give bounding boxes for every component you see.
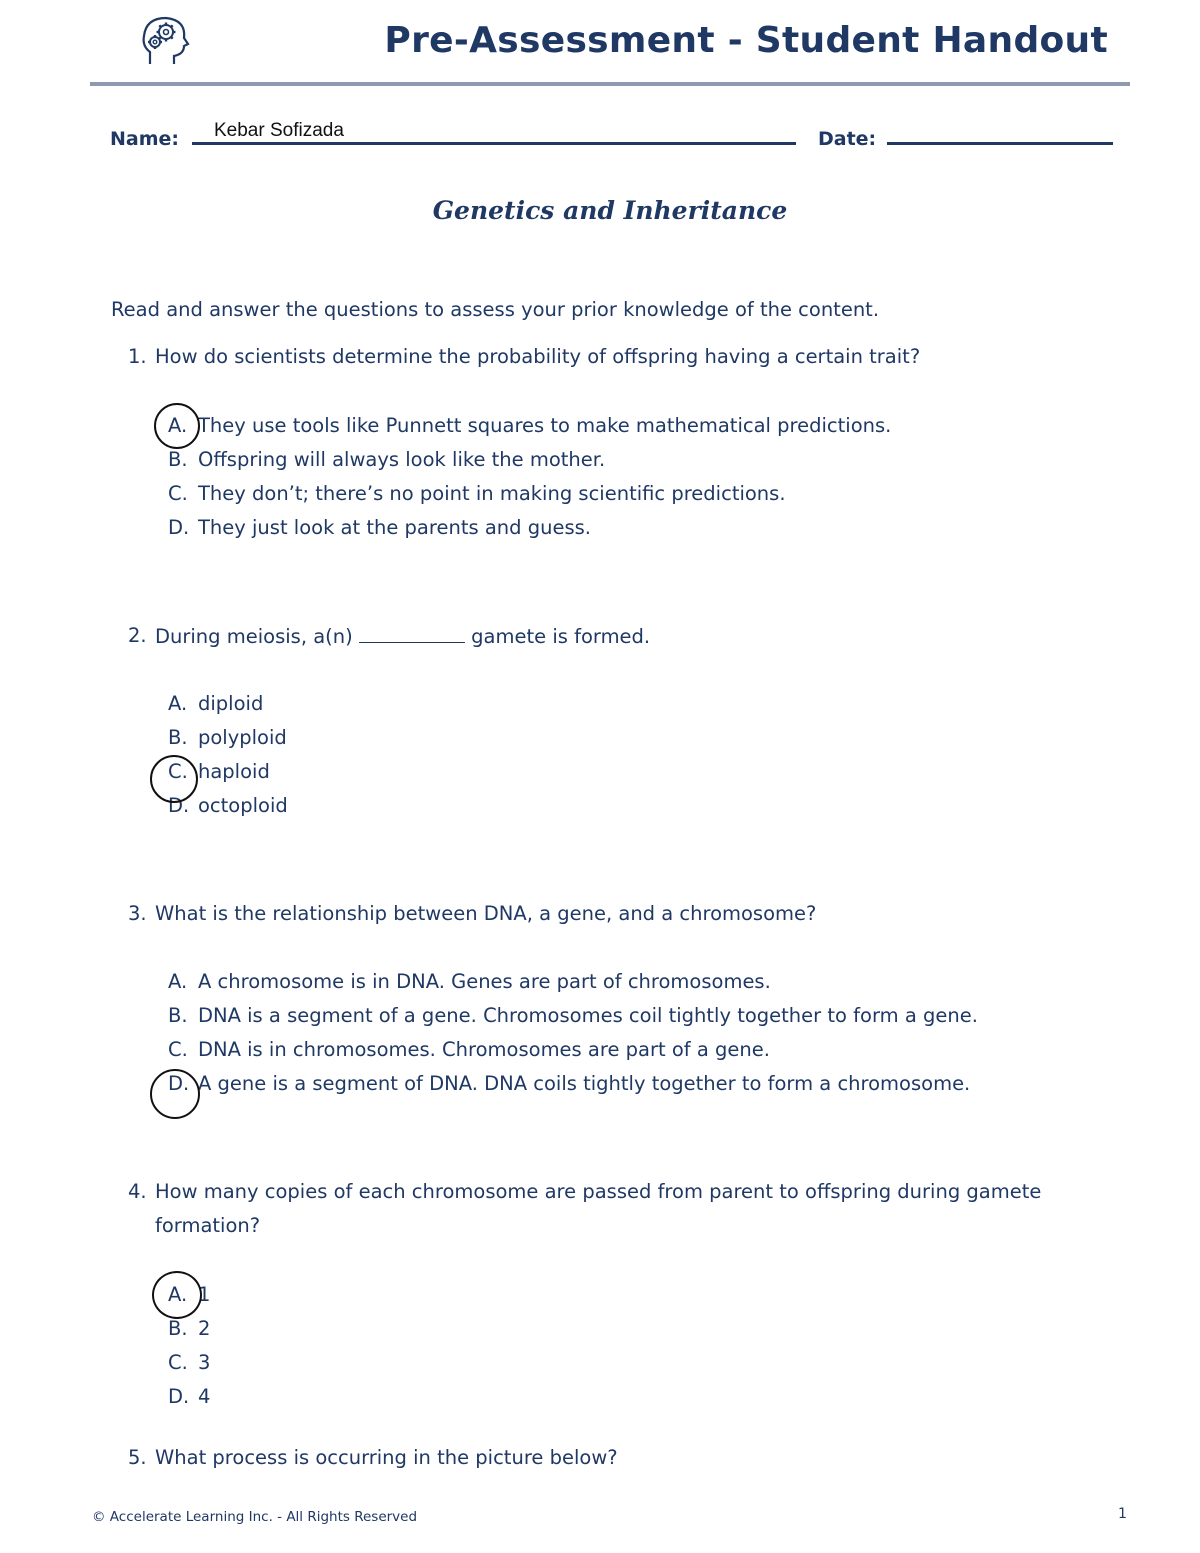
option-letter: C. <box>168 1038 188 1061</box>
question-number: 4. <box>128 1180 147 1203</box>
option-text: 4 <box>198 1385 211 1408</box>
question-text: How do scientists determine the probability of offspring having a certain trait? <box>155 345 921 368</box>
page-number: 1 <box>1118 1506 1127 1522</box>
option-letter: C. <box>168 482 188 505</box>
option-text: 3 <box>198 1351 211 1374</box>
option-letter: B. <box>168 1317 188 1340</box>
option-text: DNA is in chromosomes. Chromosomes are part of a gene. <box>198 1038 770 1061</box>
option-text: 2 <box>198 1317 211 1340</box>
question-text: What is the relationship between DNA, a gene, and a chromosome? <box>155 902 817 925</box>
question-number: 2. <box>128 624 147 647</box>
question-number: 1. <box>128 345 147 368</box>
question-text-line: How many copies of each chromosome are passed from parent to offspring during gamete <box>155 1180 1042 1203</box>
fill-in-blank[interactable] <box>359 624 465 643</box>
option-text: polyploid <box>198 726 287 749</box>
header-divider <box>90 82 1130 86</box>
page-title: Pre-Assessment - Student Handout <box>384 20 1108 61</box>
name-label: Name: <box>110 128 180 150</box>
option-letter: A. <box>168 414 188 437</box>
question-text-line: formation? <box>155 1214 261 1237</box>
answer-circle-mark <box>154 403 200 449</box>
name-value: Kebar Sofizada <box>214 120 344 141</box>
option-letter: C. <box>168 1351 188 1374</box>
option-text: They just look at the parents and guess. <box>198 516 591 539</box>
option-letter: C. <box>168 760 188 783</box>
option-letter: D. <box>168 516 190 539</box>
option-text: DNA is a segment of a gene. Chromosomes coil tightly together to form a gene. <box>198 1004 978 1027</box>
option-letter: B. <box>168 1004 188 1027</box>
option-letter: B. <box>168 448 188 471</box>
copyright-footer: © Accelerate Learning Inc. - All Rights Reserved <box>92 1509 418 1525</box>
question-text-before: During meiosis, a(n) <box>155 625 353 648</box>
option-letter: B. <box>168 726 188 749</box>
option-text: octoploid <box>198 794 288 817</box>
option-text: They don’t; there’s no point in making scientific predictions. <box>198 482 786 505</box>
question-text: What process is occurring in the picture below? <box>155 1446 618 1469</box>
option-text: Offspring will always look like the mother. <box>198 448 606 471</box>
question-text-after: gamete is formed. <box>471 625 651 648</box>
worksheet-subtitle: Genetics and Inheritance <box>432 196 788 225</box>
head-gears-icon <box>130 10 194 74</box>
question-text <box>155 624 650 648</box>
date-label: Date: <box>818 128 877 150</box>
option-text: diploid <box>198 692 264 715</box>
option-text: A chromosome is in DNA. Genes are part of chromosomes. <box>198 970 771 993</box>
option-text: They use tools like Punnett squares to make mathematical predictions. <box>198 414 892 437</box>
option-letter: A. <box>168 692 188 715</box>
option-letter: A. <box>168 1283 188 1306</box>
option-letter: D. <box>168 1072 190 1095</box>
answer-circle-mark <box>150 755 198 803</box>
option-letter: A. <box>168 970 188 993</box>
option-text: 1 <box>198 1283 211 1306</box>
name-field-line[interactable] <box>192 142 796 145</box>
option-letter: D. <box>168 794 190 817</box>
question-number: 5. <box>128 1446 147 1469</box>
answer-circle-mark <box>152 1271 202 1319</box>
question-number: 3. <box>128 902 147 925</box>
date-field-line[interactable] <box>887 142 1113 145</box>
instructions: Read and answer the questions to assess your prior knowledge of the content. <box>111 298 880 321</box>
option-letter: D. <box>168 1385 190 1408</box>
answer-circle-mark <box>150 1069 200 1119</box>
option-text: A gene is a segment of DNA. DNA coils tightly together to form a chromosome. <box>198 1072 971 1095</box>
option-text: haploid <box>198 760 270 783</box>
